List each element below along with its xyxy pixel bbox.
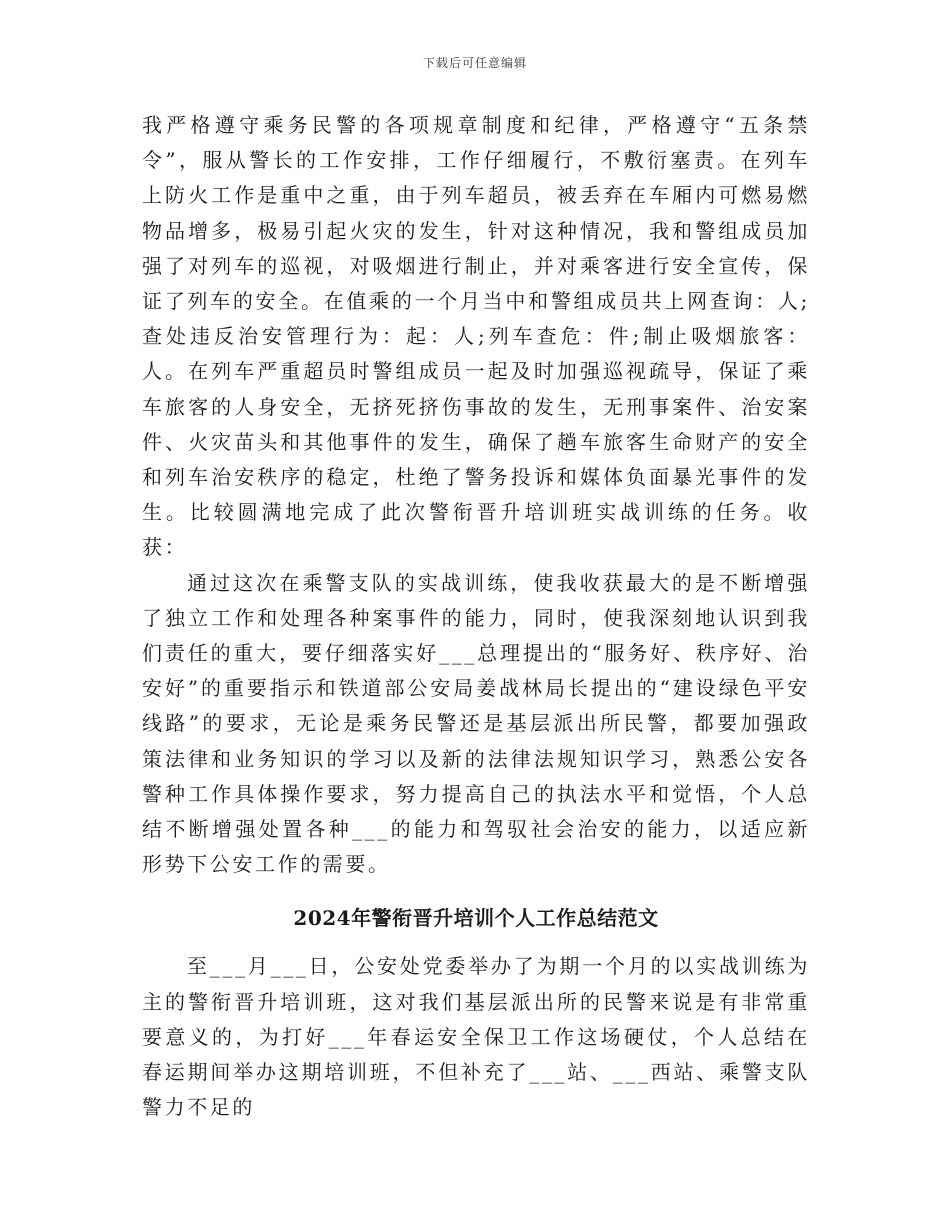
paragraph-section-intro: 至___月___日，公安处党委举办了为期一个月的以实战训练为主的警衔晋升培训班，这对我们基层派出所的民警来说是有非常重要意义的，为打好___年春运安全保卫工作这场硬仗，个人总结在春运期间举办这期培训班，不但补充了___站、___西站、乘警支队警力不足的 <box>142 954 810 1120</box>
page-header-note: 下载后可任意编辑 <box>422 56 527 70</box>
paragraph-gains: 通过这次在乘警支队的实战训练，使我收获最大的是不断增强了独立工作和处理各种案事件的能力，同时，使我深刻地认识到我们责任的重大，要仔细落实好___总理提出的“服务好、秩序好、治安好”的重要指示和铁道部公安局姜战林局长提出的“建设绿色平安线路”的要求，无论是乘务民警还是基层派出所民警，都要加强政策法律和业务知识的学习以及新的法律法规知识学习，熟悉公安各警种工作具体操作要求，努力提高自己的执法水平和觉悟，个人总结不断增强处置各种___的能力和驾驭社会治安的能力，以适应新形势下公安工作的需要。 <box>142 570 810 877</box>
section-title: 2024年警衔晋升培训个人工作总结范文 <box>293 906 659 931</box>
paragraph-duty-summary: 我严格遵守乘务民警的各项规章制度和纪律，严格遵守“五条禁令”，服从警长的工作安排，工作仔细履行，不敷衍塞责。在列车上防火工作是重中之重，由于列车超员，被丢弃在车厢内可燃易燃物品增多，极易引起火灾的发生，针对这种情况，我和警组成员加强了对列车的巡视，对吸烟进行制止，并对乘客进行安全宣传，保证了列车的安全。在值乘的一个月当中和警组成员共上网查询：人;查处违反治安管理行为：起：人;列车查危：件;制止吸烟旅客：人。在列车严重超员时警组成员一起及时加强巡视疏导，保证了乘车旅客的人身安全，无挤死挤伤事故的发生，无刑事案件、治安案件、火灾苗头和其他事件的发生，确保了趟车旅客生命财产的安全和列车治安秩序的稳定，杜绝了警务投诉和媒体负面暴光事件的发生。比较圆满地完成了此次警衔晋升培训班实战训练的任务。收获： <box>142 113 810 560</box>
document-body <box>142 108 810 1125</box>
